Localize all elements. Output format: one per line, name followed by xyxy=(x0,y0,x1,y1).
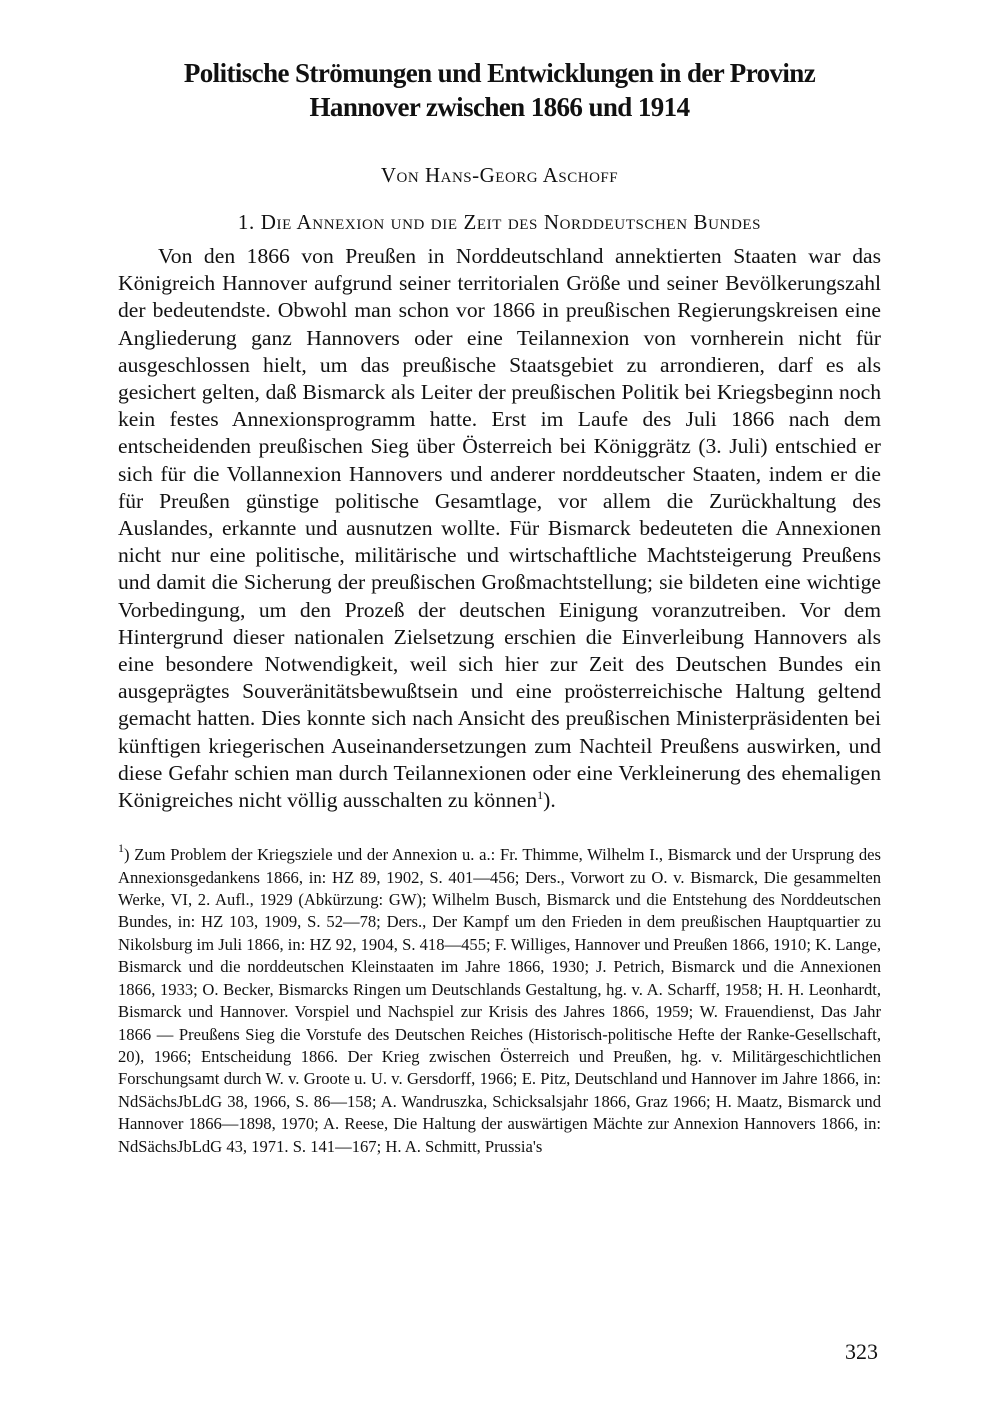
footnote-marker: 1 xyxy=(118,841,124,856)
article-title-line-1: Politische Strömungen und Entwicklungen in der Provinz xyxy=(183,58,816,88)
author-line: Von Hans-Georg Aschoff xyxy=(380,163,619,187)
body-text-end: ). xyxy=(543,788,556,813)
page-number: 323 xyxy=(845,1339,878,1364)
footnote xyxy=(118,841,881,1158)
section-heading: 1. Die Annexion und die Zeit des Norddeutschen Bundes xyxy=(237,210,762,234)
page xyxy=(118,56,881,1175)
footnote-text: ) Zum Problem der Kriegsziele und der Annexion u. a.: Fr. Thimme, Wilhelm I., Bismarck und der Ursprung des Annexionsgedankens 1866, in: HZ 89, 1902, S. 401—456; Ders., Vorwort zu O. v. Bismarck, Die gesammelten Werke, VI, 2. Aufl., 1929 (Abkürzung: GW); Wilhelm Busch, Bismarck und die Entstehung des Norddeutschen Bundes, in: HZ 103, 1909, S. 52—78; Ders., Der Kampf um den Frieden in dem preußischen Hauptquartier zu Nikolsburg im Juli 1866, in: HZ 92, 1904, S. 418—455; F. Williges, Hannover und Preußen 1866, 1910; K. Lange, Bismarck und die norddeutschen Kleinstaaten im Jahre 1866, 1930; J. Petrich, Bismarck und die Annexionen 1866, 1933; O. Becker, Bismarcks Ringen um Deutschlands Gestaltung, hg. v. A. Scharff, 1958; H. H. Leonhardt, Bismarck und Hannover. Vorspiel und Nachspiel zur Krisis des Jahres 1866, 1959; W. Frauendienst, Das Jahr 1866 — Preußens Sieg die Vorstufe des Deutschen Reiches (Historisch-politische Hefte der Ranke-Gesellschaft, 20), 1966; Entscheidung 1866. Der Krieg zwischen Österreich und Preußen, hg. v. Militärgeschichtlichen Forschungsamt durch W. v. Groote u. U. v. Gersdorff, 1966; E. Pitz, Deutschland und Hannover im Jahre 1866, in: NdSächsJbLdG 38, 1966, S. 86—158; A. Wandruszka, Schicksalsjahr 1866, Graz 1966; H. Maatz, Bismarck und Hannover 1866—1898, 1970; A. Reese, Die Haltung der auswärtigen Mächte zur Annexion Hannovers 1866, in: NdSächsJbLdG 43, 1971. S. 141—167; H. A. Schmitt, Prussia's xyxy=(118,845,881,1156)
article-title xyxy=(118,56,881,124)
body-text: Von den 1866 von Preußen in Norddeutschland annektierten Staaten war das Königreich Hannover aufgrund seiner territorialen Größe und seiner Bevölkerungszahl der bedeutendste. Obwohl man schon vor 1866 in preußischen Regierungskreisen eine Angliederung ganz Hannovers oder eine Teilannexion von vornherein nicht für ausgeschlossen hielt, um das preußische Staatsgebiet zu arrondieren, darf es als gesichert gelten, daß Bismarck als Leiter der preußischen Politik bei Kriegsbeginn noch kein festes Annexionsprogramm hatte. Erst im Laufe des Juli 1866 nach dem entscheidenden preußischen Sieg über Österreich bei Königgrätz (3. Juli) entschied er sich für die Vollannexion Hannovers und anderer norddeutscher Staaten, indem er die für Preußen günstige politische Gesamtlage, vor allem die Zurückhaltung des Auslandes, erkannte und ausnutzen wollte. Für Bismarck bedeuteten die Annexionen nicht nur eine politische, militärische und wirtschaftliche Machtsteigerung Preußens und damit die Sicherung der preußischen Großmachtstellung; sie bildeten eine wichtige Vorbedingung, um den Prozeß der deutschen Einigung voranzutreiben. Vor dem Hintergrund dieser nationalen Zielsetzung erschien die Einverleibung Hannovers als eine besondere Notwendigkeit, weil sich hier zur Zeit des Deutschen Bundes ein ausgeprägtes Souveränitätsbewußtsein und eine proösterreichische Haltung geltend gemacht hatten. Dies konnte sich nach Ansicht des preußischen Ministerpräsidenten bei künftigen kriegerischen Auseinandersetzungen zum Nachteil Preußens auswirken, und diese Gefahr schien man durch Teilannexionen oder eine Verkleinerung des ehemaligen Königreiches nicht völlig ausschalten zu können xyxy=(118,244,881,813)
article-title-line-2: Hannover zwischen 1866 und 1914 xyxy=(309,92,690,122)
body-paragraph xyxy=(118,243,881,814)
footnote-reference: 1 xyxy=(537,788,544,803)
